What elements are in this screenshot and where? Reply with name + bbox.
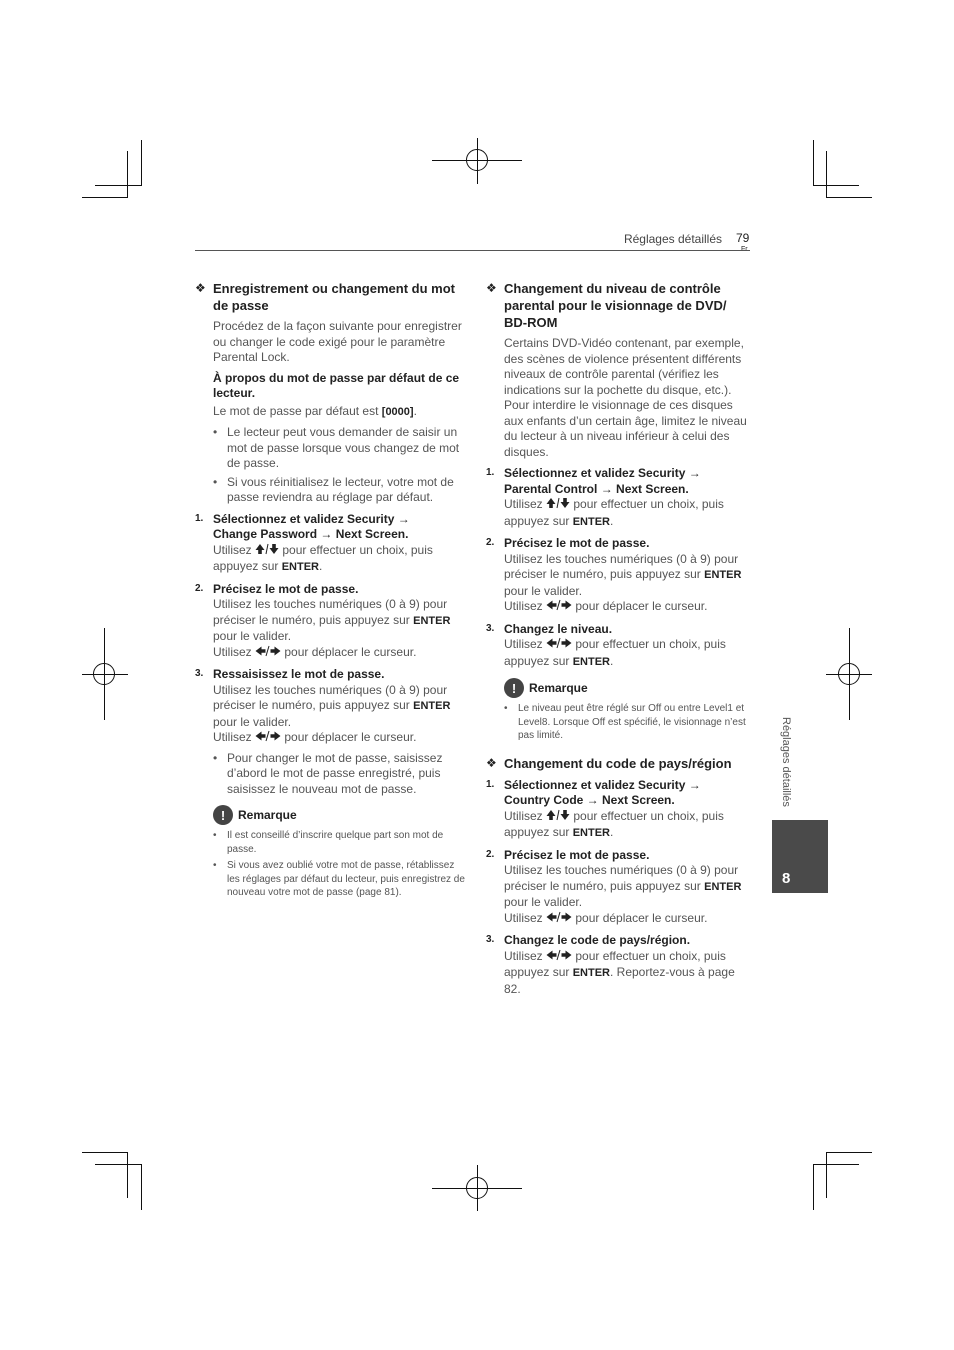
up-down-arrows-icon xyxy=(546,497,570,514)
left-column xyxy=(195,280,465,903)
default-password-subhead: À propos du mot de passe par défaut de ce lecteur. xyxy=(213,370,460,400)
step-3: 3. Ressaisissez le mot de passe. Utilisez les touches numériques (0 à 9) pour préciser le numéro, puis appuyez sur ENTER pour le valider. Utilisez pour déplacer le curseur. xyxy=(195,667,465,747)
exclamation-icon: ! xyxy=(213,805,233,825)
right-column xyxy=(486,280,752,1001)
section-heading-parental-level: ❖ Changement du niveau de contrôle parental pour le visionnage de DVD/ BD-ROM xyxy=(486,281,727,330)
diamond-icon: ❖ xyxy=(486,755,497,770)
step-2: 2. Précisez le mot de passe. Utilisez les touches numériques (0 à 9) pour préciser le numéro, puis appuyez sur ENTER pour le valider. Utilisez pour déplacer le curseur. xyxy=(486,848,752,928)
up-down-arrows-icon xyxy=(546,809,570,826)
up-down-arrows-icon xyxy=(255,543,279,560)
section-heading-country-code: ❖ Changement du code de pays/région xyxy=(486,755,732,771)
exclamation-icon: ! xyxy=(504,678,524,698)
side-chapter-label: Réglages détaillés xyxy=(780,717,792,807)
left-right-arrows-icon xyxy=(255,645,281,662)
chapter-tab: 8 xyxy=(772,820,828,893)
list-item: • Pour changer le mot de passe, saisissez d’abord le mot de passe enregistré, puis saisissez le nouveau mot de passe. xyxy=(213,750,443,796)
step-3: 3. Changez le niveau. Utilisez pour effectuer un choix, puis appuyez sur ENTER. xyxy=(486,621,726,668)
default-password-text: Le mot de passe par défaut est [0000]. xyxy=(213,403,417,418)
section-heading-password: ❖ Enregistrement ou changement du mot de passe xyxy=(195,281,455,313)
step-2: 2. Précisez le mot de passe. Utilisez les touches numériques (0 à 9) pour préciser le numéro, puis appuyez sur ENTER pour le valider. Utilisez pour déplacer le curseur. xyxy=(195,582,465,662)
page-number: 79 xyxy=(736,231,750,245)
intro-paragraph: Certains DVD-Vidéo contenant, par exemple, des scènes de violence présentent différents niveaux de contrôle parental (vérifiez les indications sur la pochette du disque, etc.). Pour interdire le visionnage de ces disques aux enfants d’un certain âge, limitez le niveau du lecteur à un niveau inférieur à celui des disques. xyxy=(504,336,747,459)
left-right-arrows-icon xyxy=(546,637,572,654)
running-header-title: Réglages détaillés xyxy=(623,232,722,246)
step-3: 3. Changez le code de pays/région. Utilisez pour effectuer un choix, puis appuyez sur ENTER. Reportez-vous à page 82. xyxy=(486,933,735,996)
note-item: • Le niveau peut être réglé sur Off ou entre Level1 et Level8. Lorsque Off est spécifié, le visionnage n’est pas limité. xyxy=(504,703,746,741)
step-1: 1. Sélectionnez et validez Security → Country Code → Next Screen. Utilisez pour effectuer un choix, puis appuyez sur ENTER. xyxy=(486,777,724,839)
step-1: 1. Sélectionnez et validez Security → Parental Control → Next Screen. Utilisez pour effectuer un choix, puis appuyez sur ENTER. xyxy=(486,466,724,528)
left-right-arrows-icon xyxy=(546,911,572,928)
note-item: • Il est conseillé d’inscrire quelque part son mot de passe. xyxy=(213,830,444,855)
diamond-icon: ❖ xyxy=(195,281,206,295)
list-item: • Si vous réinitialisez le lecteur, votre mot de passe reviendra au réglage par défaut. xyxy=(213,474,454,504)
left-right-arrows-icon xyxy=(546,599,572,616)
header-rule xyxy=(195,250,750,251)
left-right-arrows-icon xyxy=(546,949,572,966)
note-item: • Si vous avez oublié votre mot de passe, rétablissez les réglages par défaut du lecteur, puis enregistrez de nouveau votre mot de passe (page 81). xyxy=(213,860,465,898)
list-item: • Le lecteur peut vous demander de saisir un mot de passe lorsque vous changez de mot de passe. xyxy=(213,425,460,470)
note-header: ! Remarque xyxy=(486,678,752,698)
left-right-arrows-icon xyxy=(255,730,281,747)
intro-paragraph: Procédez de la façon suivante pour enregistrer ou changer le code exigé pour le paramètre Parental Lock. xyxy=(213,319,462,364)
diamond-icon: ❖ xyxy=(486,281,497,295)
note-header: ! Remarque xyxy=(195,805,465,825)
step-2: 2. Précisez le mot de passe. Utilisez les touches numériques (0 à 9) pour préciser le numéro, puis appuyez sur ENTER pour le valider. Utilisez pour déplacer le curseur. xyxy=(486,536,752,616)
step-1: 1. Sélectionnez et validez Security → Change Password → Next Screen. Utilisez pour effectuer un choix, puis appuyez sur ENTER. xyxy=(195,511,433,573)
